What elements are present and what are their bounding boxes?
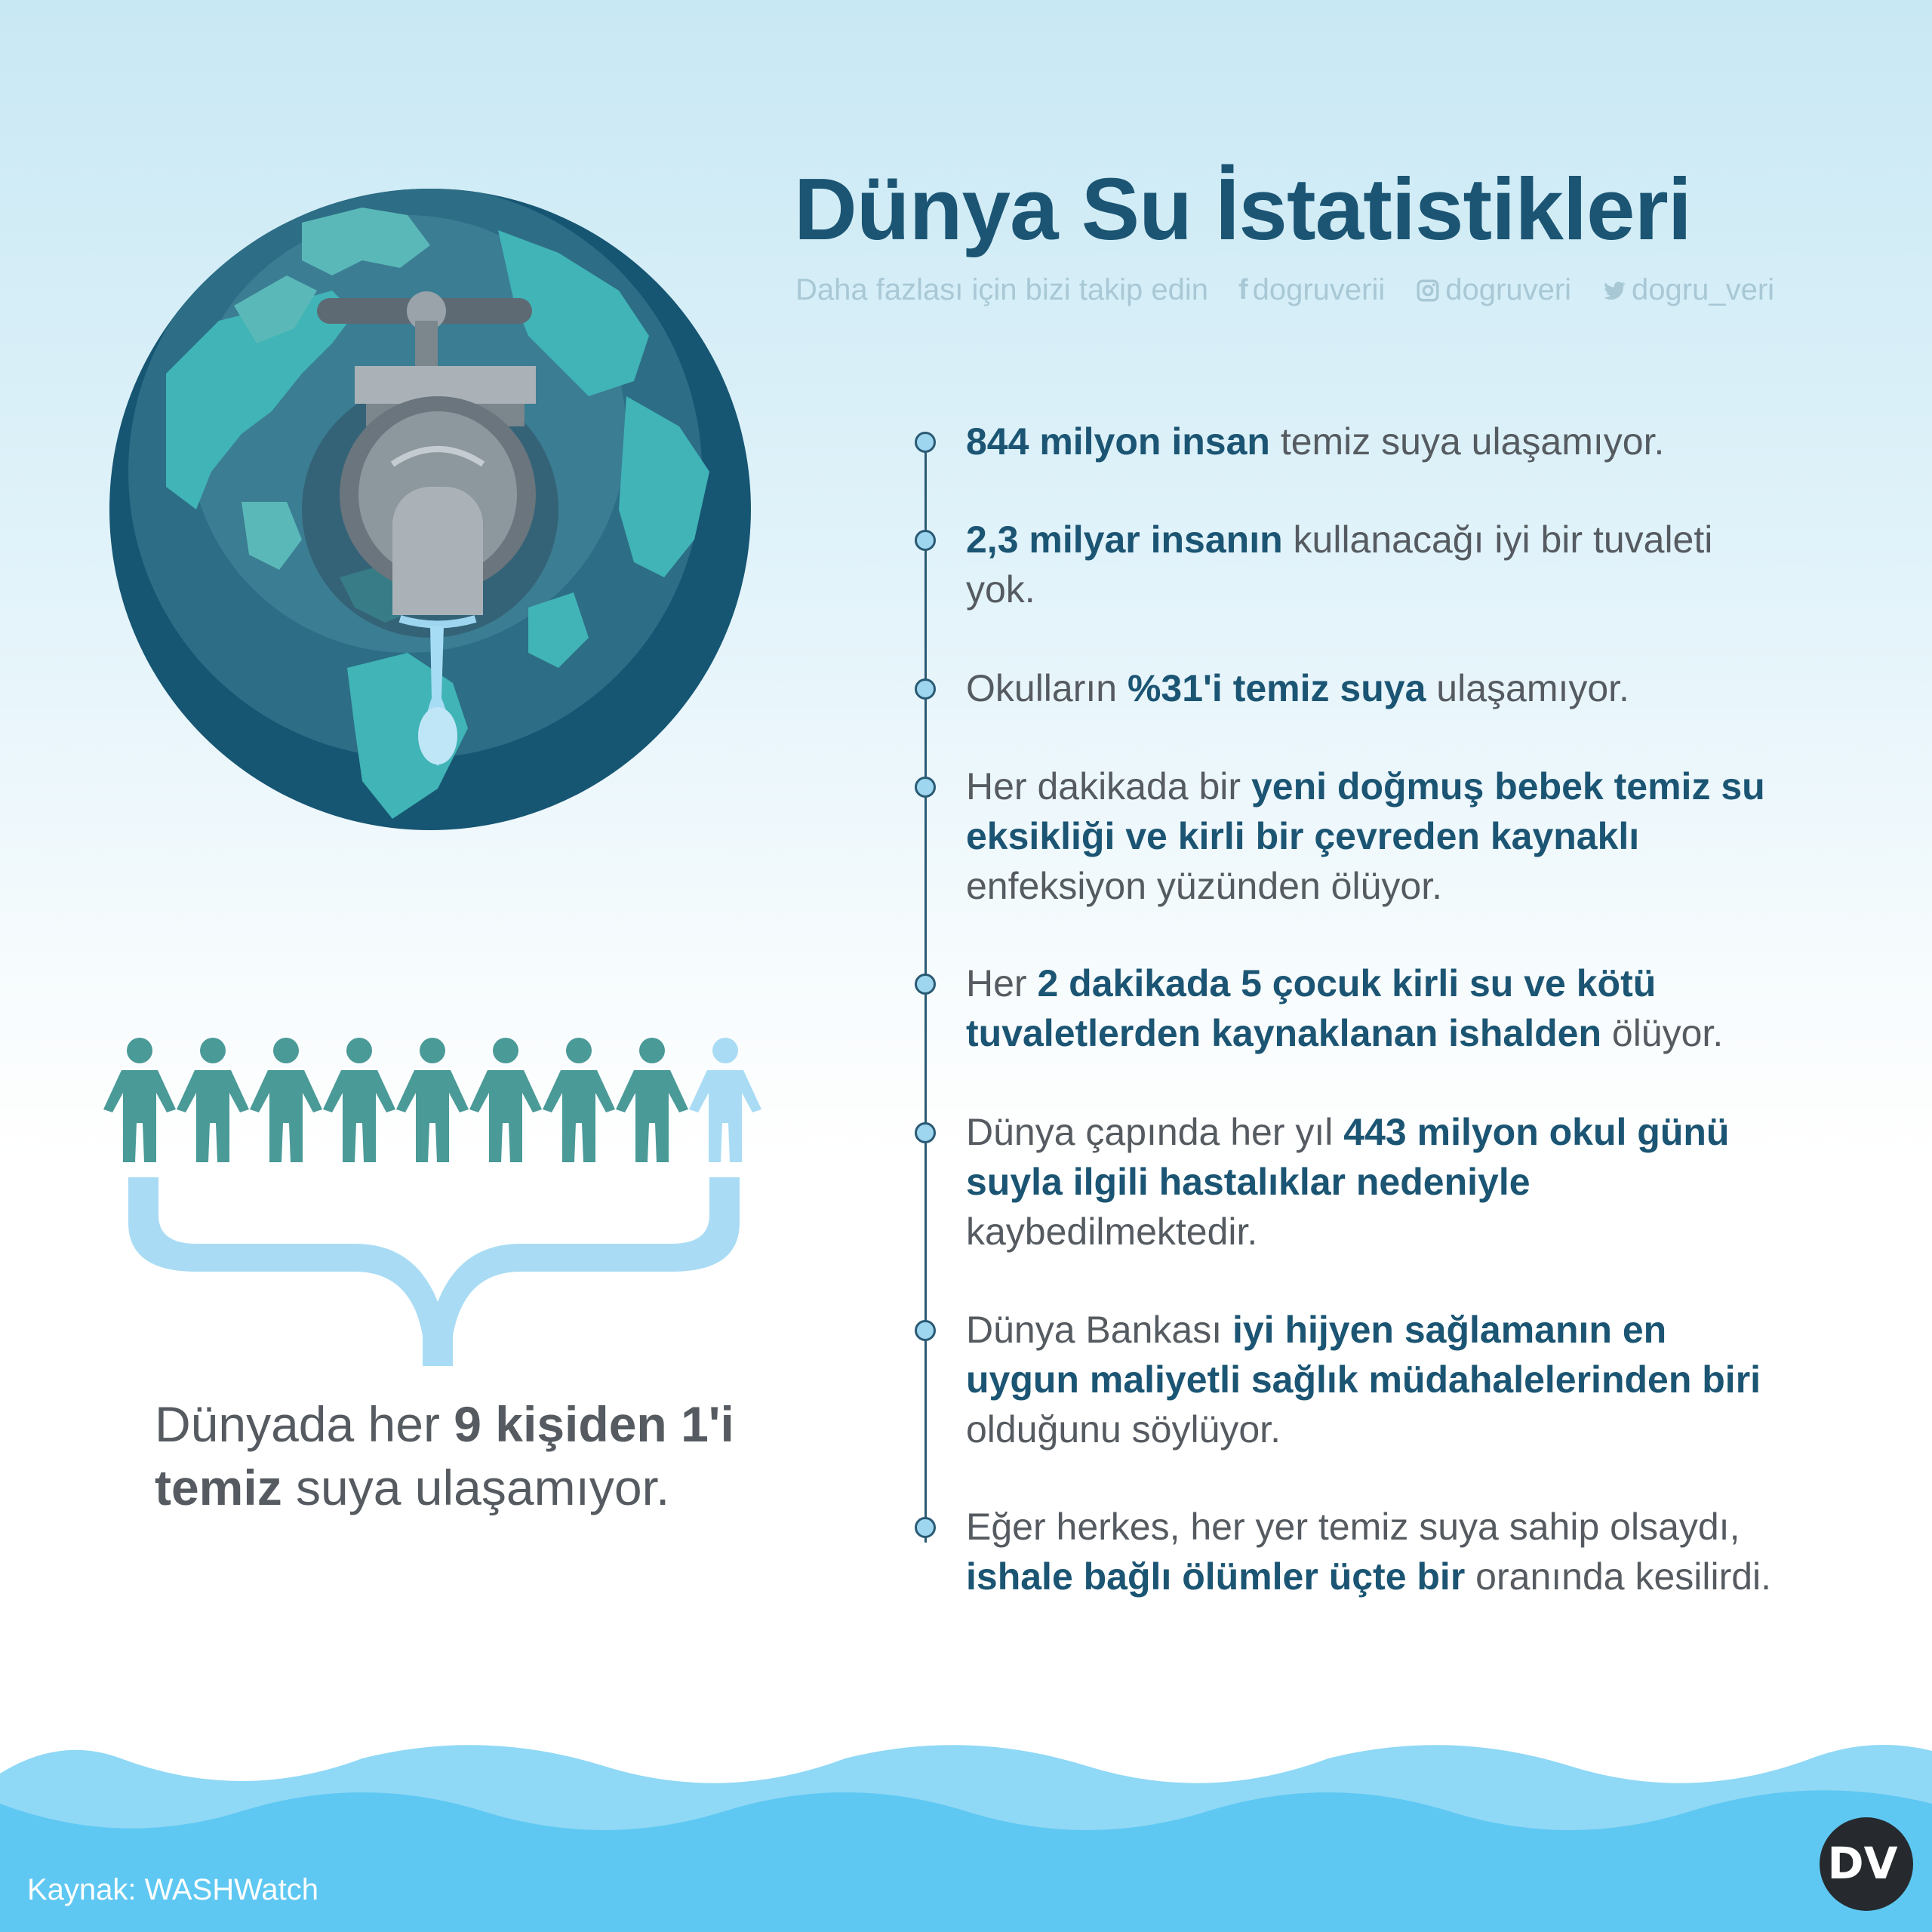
fact-text: Her 2 dakikada 5 çocuk kirli su ve kötü tuvaletlerden kaynaklanan ishalden ölüyor. (966, 962, 1724, 1054)
twitter-icon (1601, 278, 1627, 303)
fact-text: Dünya Bankası iyi hijyen sağlamanın en uygun maliyetli sağlık müdahalelerinden biri olduğunu söylüyor. (966, 1309, 1761, 1451)
instagram-handle: dogruveri (1445, 273, 1572, 306)
timeline-dot (915, 777, 936, 798)
timeline-dot (915, 530, 936, 551)
timeline-dot (915, 432, 936, 453)
person-icon-highlighted (689, 1038, 761, 1162)
social-twitter[interactable] (1601, 273, 1774, 307)
timeline-dot (915, 1122, 936, 1143)
fact-text: 844 milyon insan temiz suya ulaşamıyor. (966, 420, 1665, 463)
person-icon (469, 1038, 542, 1162)
fact-text: Dünya çapında her yıl 443 milyon okul günü suyla ilgili hastalıklar nedeniyle kaybedilmektedir. (966, 1111, 1730, 1253)
follow-text: Daha fazlası için bizi takip edin (795, 273, 1208, 306)
person-icon (616, 1038, 688, 1162)
person-icon (103, 1038, 176, 1162)
instagram-icon (1415, 278, 1441, 303)
facebook-handle: dogruverii (1252, 273, 1386, 306)
twitter-handle: dogru_veri (1632, 273, 1775, 306)
timeline-dot (915, 974, 936, 995)
dogru-veri-logo[interactable] (1817, 1815, 1915, 1913)
curly-brace-icon (113, 1177, 755, 1374)
timeline-dot (915, 1320, 936, 1341)
social-instagram[interactable] (1415, 273, 1571, 307)
page-title: Dünya Su İstatistikleri (794, 160, 1691, 258)
social-facebook[interactable] (1238, 273, 1385, 307)
fact-text: Eğer herkes, her yer temiz suya sahip olsaydı, ishale bağlı ölümler üçte bir oranında kesilirdi. (966, 1506, 1772, 1598)
logo-text: DV (1827, 1838, 1898, 1889)
person-icon (323, 1038, 395, 1162)
social-follow-bar (795, 273, 1774, 307)
person-icon (396, 1038, 469, 1162)
fact-text: Okulların %31'i temiz suya ulaşamıyor. (966, 667, 1629, 709)
person-icon (543, 1038, 615, 1162)
globe-faucet-illustration (106, 185, 755, 834)
timeline-dot (915, 678, 936, 700)
fact-text: 2,3 milyar insanın kullanacağı iyi bir tuvaleti yok. (966, 518, 1713, 611)
source-credit: Kaynak: WASHWatch (27, 1873, 319, 1906)
ratio-caption: Dünyada her 9 kişiden 1'i temiz suya ulaşamıyor. (155, 1396, 734, 1515)
people-row (98, 1034, 777, 1170)
facebook-icon: f (1238, 274, 1248, 306)
fact-text: Her dakikada bir yeni doğmuş bebek temiz su eksikliği ve kirli bir çevreden kaynaklı enfeksiyon yüzünden ölüyor. (966, 765, 1765, 907)
person-icon (177, 1038, 249, 1162)
person-icon (250, 1038, 322, 1162)
timeline-dot (915, 1517, 936, 1538)
